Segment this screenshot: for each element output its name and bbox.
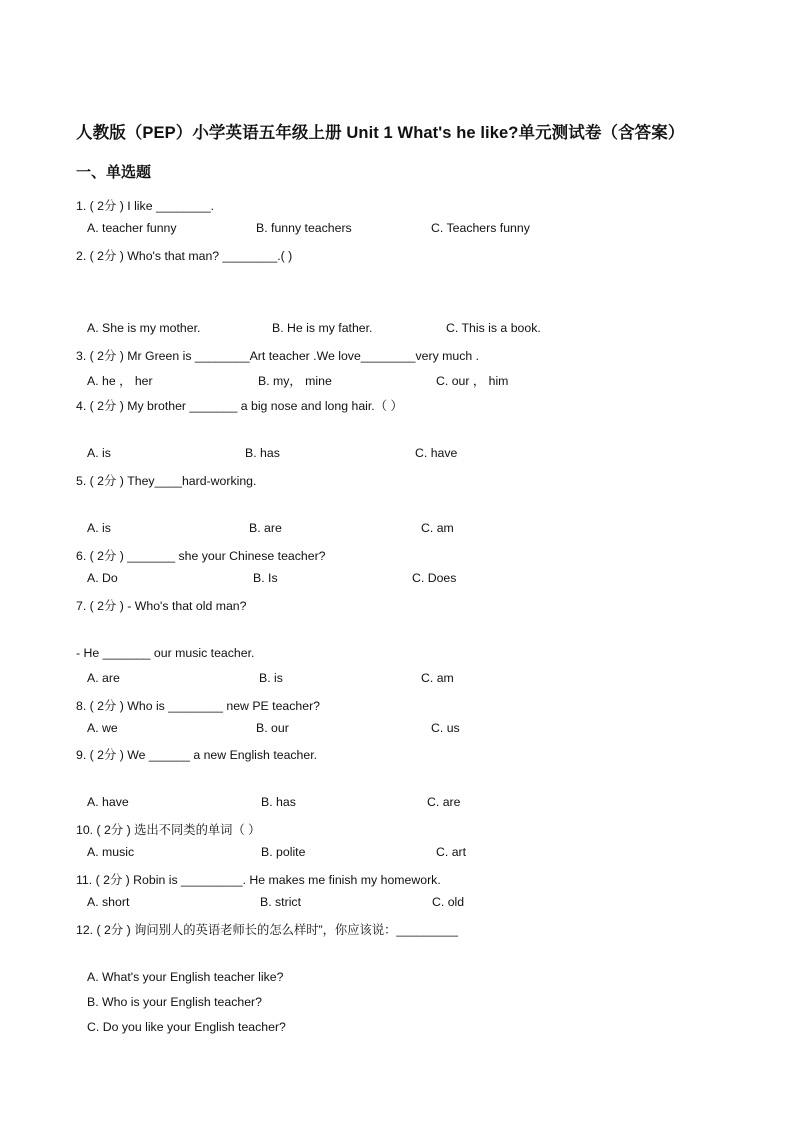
option-b: B. funny teachers — [256, 221, 352, 235]
option-c: C. Teachers funny — [431, 221, 530, 235]
option-c: C. are — [427, 795, 461, 809]
question-stem: 2. ( 2分 ) Who's that man? ________.( ) — [76, 249, 293, 263]
option-c: C. This is a book. — [446, 321, 541, 335]
question-extra-line: - He _______ our music teacher. — [76, 646, 255, 660]
question-stem: 5. ( 2分 ) They____hard-working. — [76, 474, 257, 488]
option-b: B. are — [249, 521, 282, 535]
option-b: B. Is — [253, 571, 278, 585]
option-c: C. art — [436, 845, 467, 859]
question-stem: 10. ( 2分 ) 选出不同类的单词（ ） — [76, 823, 261, 837]
document-title: 人教版（PEP）小学英语五年级上册 Unit 1 What's he like?单元测试卷（含答案） — [76, 124, 685, 142]
question-stem: 7. ( 2分 ) - Who's that old man? — [76, 599, 247, 613]
option-b: B. has — [245, 446, 280, 460]
option-c: C. old — [432, 895, 465, 909]
option-c: C. have — [415, 446, 458, 460]
option-a: A. She is my mother. — [87, 321, 201, 335]
question-stem: 1. ( 2分 ) I like ________. — [76, 199, 215, 213]
option-b: B. my， mine — [258, 374, 332, 388]
option-a: A. have — [87, 795, 129, 809]
option-b: B. has — [261, 795, 296, 809]
option-b: B. Who is your English teacher? — [87, 995, 262, 1009]
option-a: A. is — [87, 521, 111, 535]
question-stem: 9. ( 2分 ) We ______ a new English teacher. — [76, 748, 318, 762]
question-stem: 4. ( 2分 ) My brother _______ a big nose and long hair.（ ） — [76, 399, 403, 413]
option-a: A. short — [87, 895, 130, 909]
option-b: B. He is my father. — [272, 321, 373, 335]
option-a: A. he ， her — [87, 374, 153, 388]
option-a: A. music — [87, 845, 135, 859]
option-a: A. we — [87, 721, 118, 735]
option-a: A. is — [87, 446, 111, 460]
option-c: C. Do you like your English teacher? — [87, 1020, 286, 1034]
option-c: C. am — [421, 671, 454, 685]
option-b: B. our — [256, 721, 289, 735]
question-stem: 11. ( 2分 ) Robin is _________. He makes me finish my homework. — [76, 873, 441, 887]
question-stem: 3. ( 2分 ) Mr Green is ________Art teacher .We love________very much . — [76, 349, 480, 363]
option-b: B. polite — [261, 845, 306, 859]
question-stem: 12. ( 2分 ) 询问别人的英语老师长的怎么样时”，你应该说：_________ — [76, 923, 458, 937]
question-stem: 8. ( 2分 ) Who is ________ new PE teacher? — [76, 699, 321, 713]
option-b: B. is — [259, 671, 283, 685]
option-c: C. Does — [412, 571, 457, 585]
option-a: A. What's your English teacher like? — [87, 970, 284, 984]
question-stem: 6. ( 2分 ) _______ she your Chinese teacher? — [76, 549, 326, 563]
option-c: C. our ， him — [436, 374, 509, 388]
option-a: A. teacher funny — [87, 221, 177, 235]
option-c: C. am — [421, 521, 454, 535]
section-heading: 一、单选题 — [76, 164, 152, 181]
option-a: A. are — [87, 671, 120, 685]
option-a: A. Do — [87, 571, 118, 585]
option-c: C. us — [431, 721, 460, 735]
option-b: B. strict — [260, 895, 301, 909]
